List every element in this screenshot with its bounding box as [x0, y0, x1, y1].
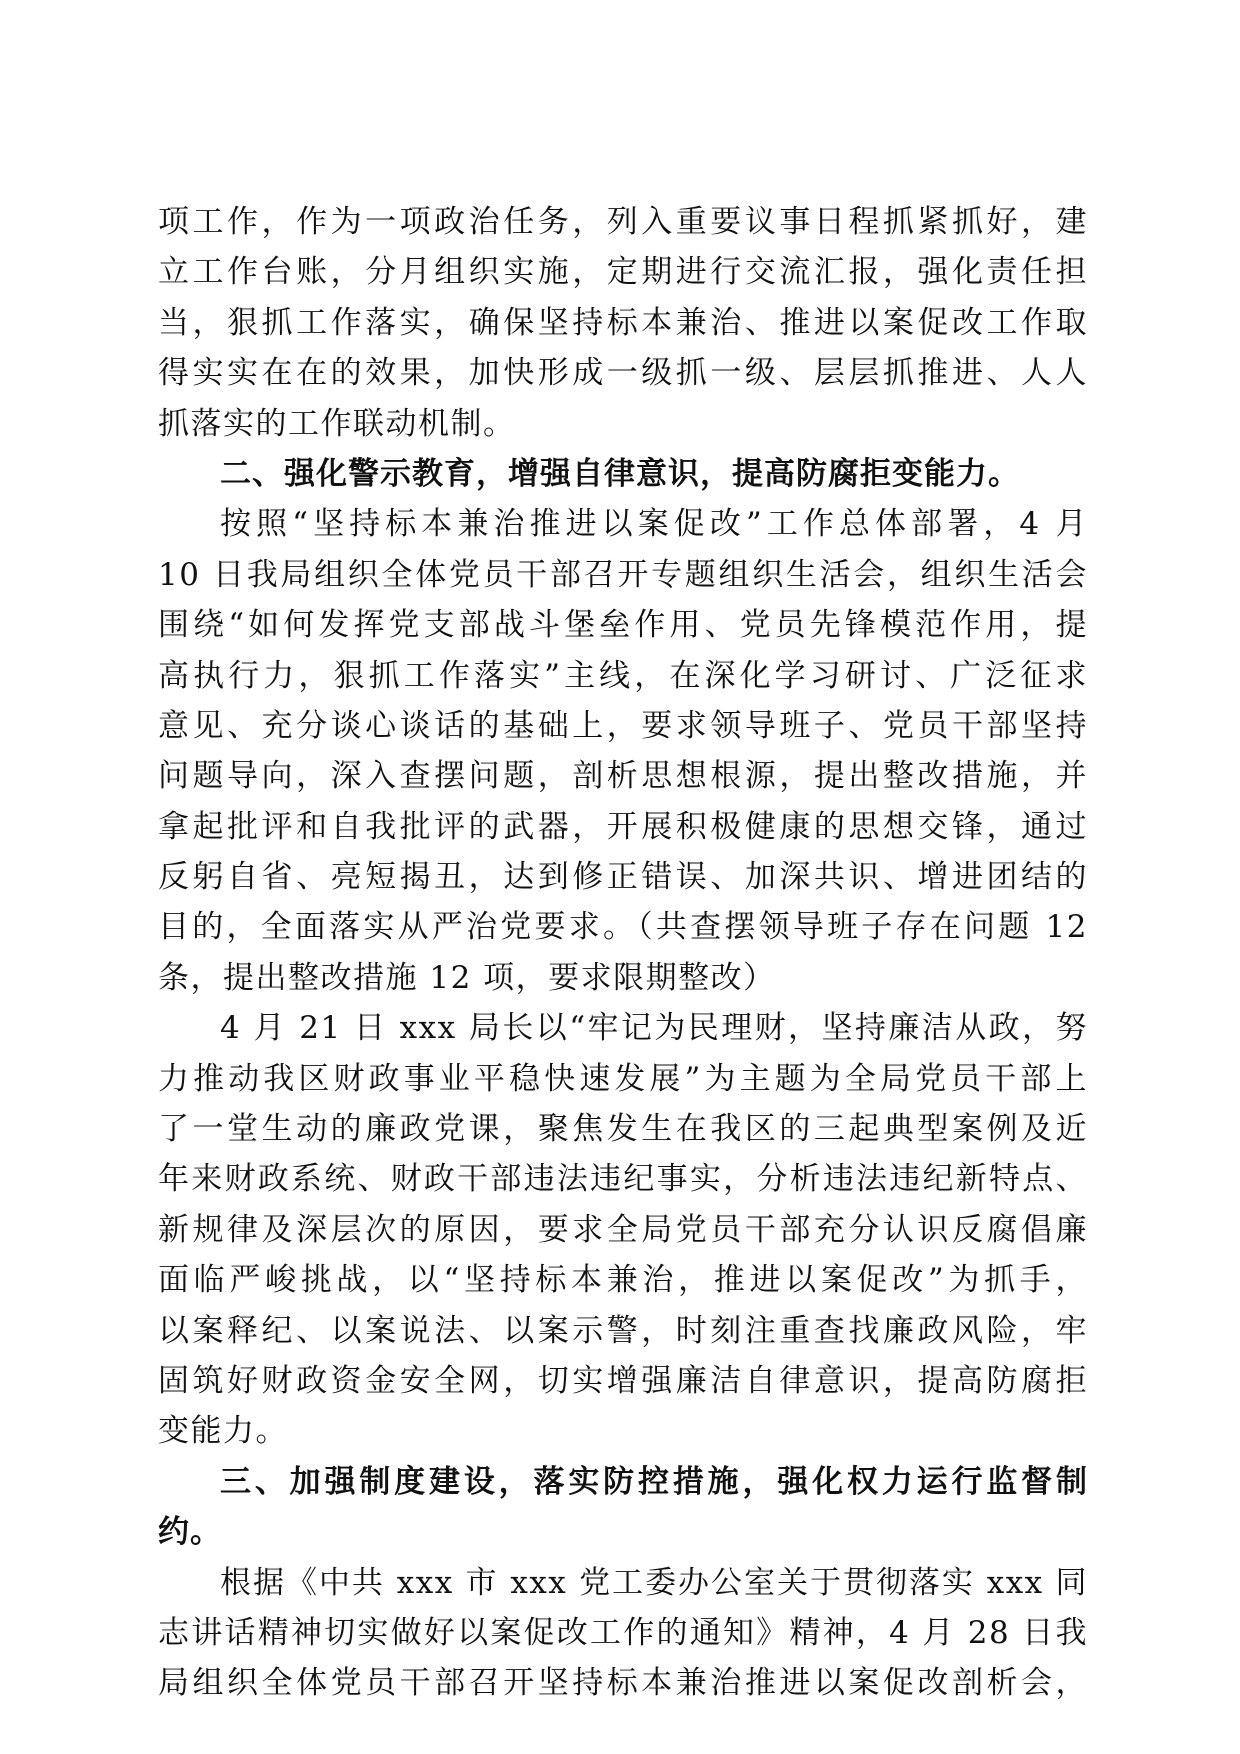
paragraph-line: 根据《中共 xxx 市 xxx 党工委办公室关于贯彻落实 xxx 同 [220, 1564, 1088, 1601]
section-heading-3: 三、加强制度建设，落实防控措施，强化权力运行监督制 [220, 1463, 1088, 1500]
paragraph-line: 了一堂生动的廉政党课，聚焦发生在我区的三起典型案例及近 [158, 1111, 1088, 1148]
paragraph-line: 目的，全面落实从严治党要求。（共查摆领导班子存在问题 12 [158, 909, 1088, 946]
paragraph-line: 新规律及深层次的原因，要求全局党员干部充分认识反腐倡廉 [158, 1211, 1088, 1248]
paragraph-line: 变能力。 [158, 1413, 288, 1450]
paragraph-line: 立工作台账，分月组织实施，定期进行交流汇报，强化责任担 [158, 254, 1088, 291]
section-heading-3-continued: 约。 [158, 1514, 222, 1551]
paragraph-line: 项工作，作为一项政治任务，列入重要议事日程抓紧抓好，建 [158, 204, 1088, 240]
paragraph-line: 条，提出整改措施 12 项，要求限期整改） [158, 959, 776, 996]
paragraph-line: 固筑好财政资金安全网，切实增强廉洁自律意识，提高防腐拒 [158, 1362, 1088, 1399]
paragraph-line: 年来财政系统、财政干部违法违纪事实，分析违法违纪新特点、 [158, 1161, 1088, 1198]
paragraph-line: 拿起批评和自我批评的武器，开展积极健康的思想交锋，通过 [158, 808, 1088, 845]
paragraph-line: 按照“坚持标本兼治推进以案促改”工作总体部署，4 月 [220, 506, 1088, 543]
paragraph-line: 4 月 21 日 xxx 局长以“牢记为民理财，坚持廉洁从政，努 [220, 1010, 1088, 1047]
paragraph-line: 问题导向，深入查摆问题，剖析思想根源，提出整改措施，并 [158, 758, 1088, 795]
document-page [158, 197, 1088, 1709]
paragraph-line: 抓落实的工作联动机制。 [158, 405, 516, 442]
paragraph-line: 局组织全体党员干部召开坚持标本兼治推进以案促改剖析会， [158, 1665, 1088, 1702]
paragraph-line: 高执行力，狠抓工作落实”主线，在深化学习研讨、广泛征求 [158, 657, 1088, 694]
paragraph-line: 反躬自省、亮短揭丑，达到修正错误、加深共识、增进团结的 [158, 859, 1088, 896]
paragraph-line: 力推动我区财政事业平稳快速发展”为主题为全局党员干部上 [158, 1060, 1088, 1097]
paragraph-line: 志讲话精神切实做好以案促改工作的通知》精神，4 月 28 日我 [158, 1614, 1088, 1651]
paragraph-line: 得实实在在的效果，加快形成一级抓一级、层层抓推进、人人 [158, 355, 1088, 392]
paragraph-line: 意见、充分谈心谈话的基础上，要求领导班子、党员干部坚持 [158, 707, 1088, 744]
paragraph-line: 面临严峻挑战，以“坚持标本兼治，推进以案促改”为抓手， [158, 1262, 1088, 1299]
paragraph-line: 以案释纪、以案说法、以案示警，时刻注重查找廉政风险，牢 [158, 1312, 1088, 1349]
paragraph-line: 10 日我局组织全体党员干部召开专题组织生活会，组织生活会 [158, 556, 1088, 593]
section-heading-2: 二、强化警示教育，增强自律意识，提高防腐拒变能力。 [220, 455, 1020, 492]
paragraph-line: 围绕“如何发挥党支部战斗堡垒作用、党员先锋模范作用，提 [158, 607, 1088, 644]
paragraph-line: 当，狠抓工作落实，确保坚持标本兼治、推进以案促改工作取 [158, 304, 1088, 341]
